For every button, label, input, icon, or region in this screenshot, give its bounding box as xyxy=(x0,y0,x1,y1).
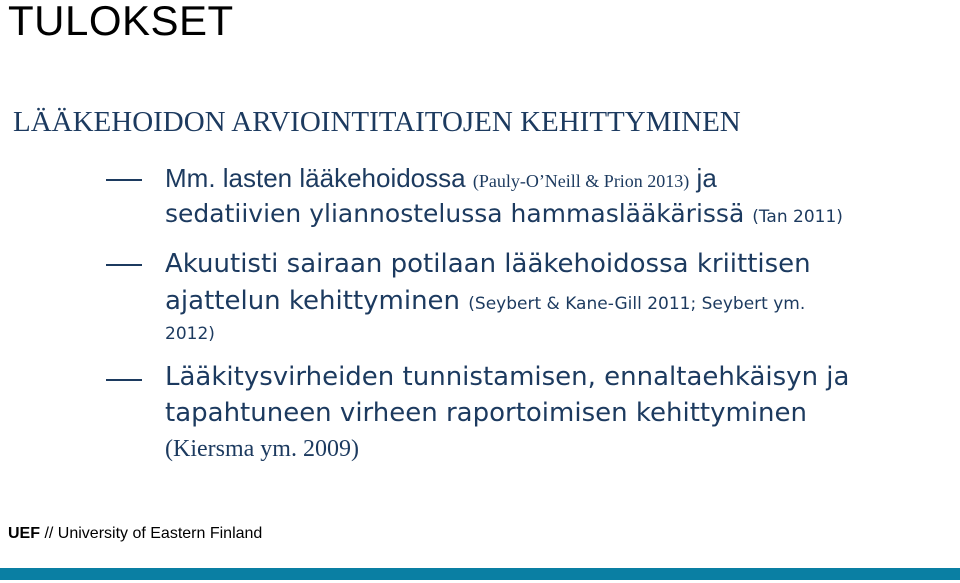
bullet-1-line-2 xyxy=(165,199,843,228)
footer-separator: // xyxy=(40,525,58,542)
footer xyxy=(8,525,262,543)
bullet-3-line-2-text: tapahtuneen virheen raportoimisen kehittyminen xyxy=(165,398,807,428)
bullet-1-line-1-tail: ja xyxy=(689,163,717,193)
bullet-2-line-2 xyxy=(165,286,805,316)
bullet-dash-3 xyxy=(106,379,142,381)
bullet-2-line-1-text: Akuutisti sairaan potilaan lääkehoidossa kriittisen xyxy=(165,249,811,279)
slide-title: TULOKSET xyxy=(8,0,234,44)
bullet-3-line-3-text: (Kiersma ym. 2009) xyxy=(165,436,359,462)
slide-subtitle: LÄÄKEHOIDON ARVIOINTITAITOJEN KEHITTYMINEN xyxy=(13,106,741,138)
footer-university-name: University of Eastern Finland xyxy=(57,525,263,542)
bullet-1-line-1-main: Mm. lasten lääkehoidossa xyxy=(165,163,473,193)
bullet-2-line-2-cite: (Seybert & Kane-Gill 2011; Seybert ym. xyxy=(468,294,806,314)
bullet-dash-2 xyxy=(106,264,142,266)
bullet-1-line-1-cite: (Pauly-O’Neill & Prion 2013) xyxy=(472,171,690,191)
bullet-3-line-3 xyxy=(165,436,359,463)
bullet-2-line-3 xyxy=(165,324,215,344)
footer-bar xyxy=(0,568,960,580)
bullet-3-line-1 xyxy=(165,362,849,392)
bullet-1-line-1 xyxy=(165,163,717,194)
bullet-3-line-1-text: Lääkitysvirheiden tunnistamisen, ennaltaehkäisyn ja xyxy=(165,362,850,392)
bullet-2-line-3-text: 2012) xyxy=(165,324,215,344)
bullet-dash-1 xyxy=(106,179,142,181)
bullet-1-line-2-cite: (Tan 2011) xyxy=(752,207,843,227)
bullet-2-line-2-main: ajattelun kehittyminen xyxy=(165,286,469,316)
bullet-1-line-2-main: sedatiivien yliannostelussa hammaslääkärissä xyxy=(165,199,753,228)
bullet-2-line-1 xyxy=(165,249,811,279)
bullet-3-line-2 xyxy=(165,398,807,428)
footer-org: UEF xyxy=(8,525,40,542)
